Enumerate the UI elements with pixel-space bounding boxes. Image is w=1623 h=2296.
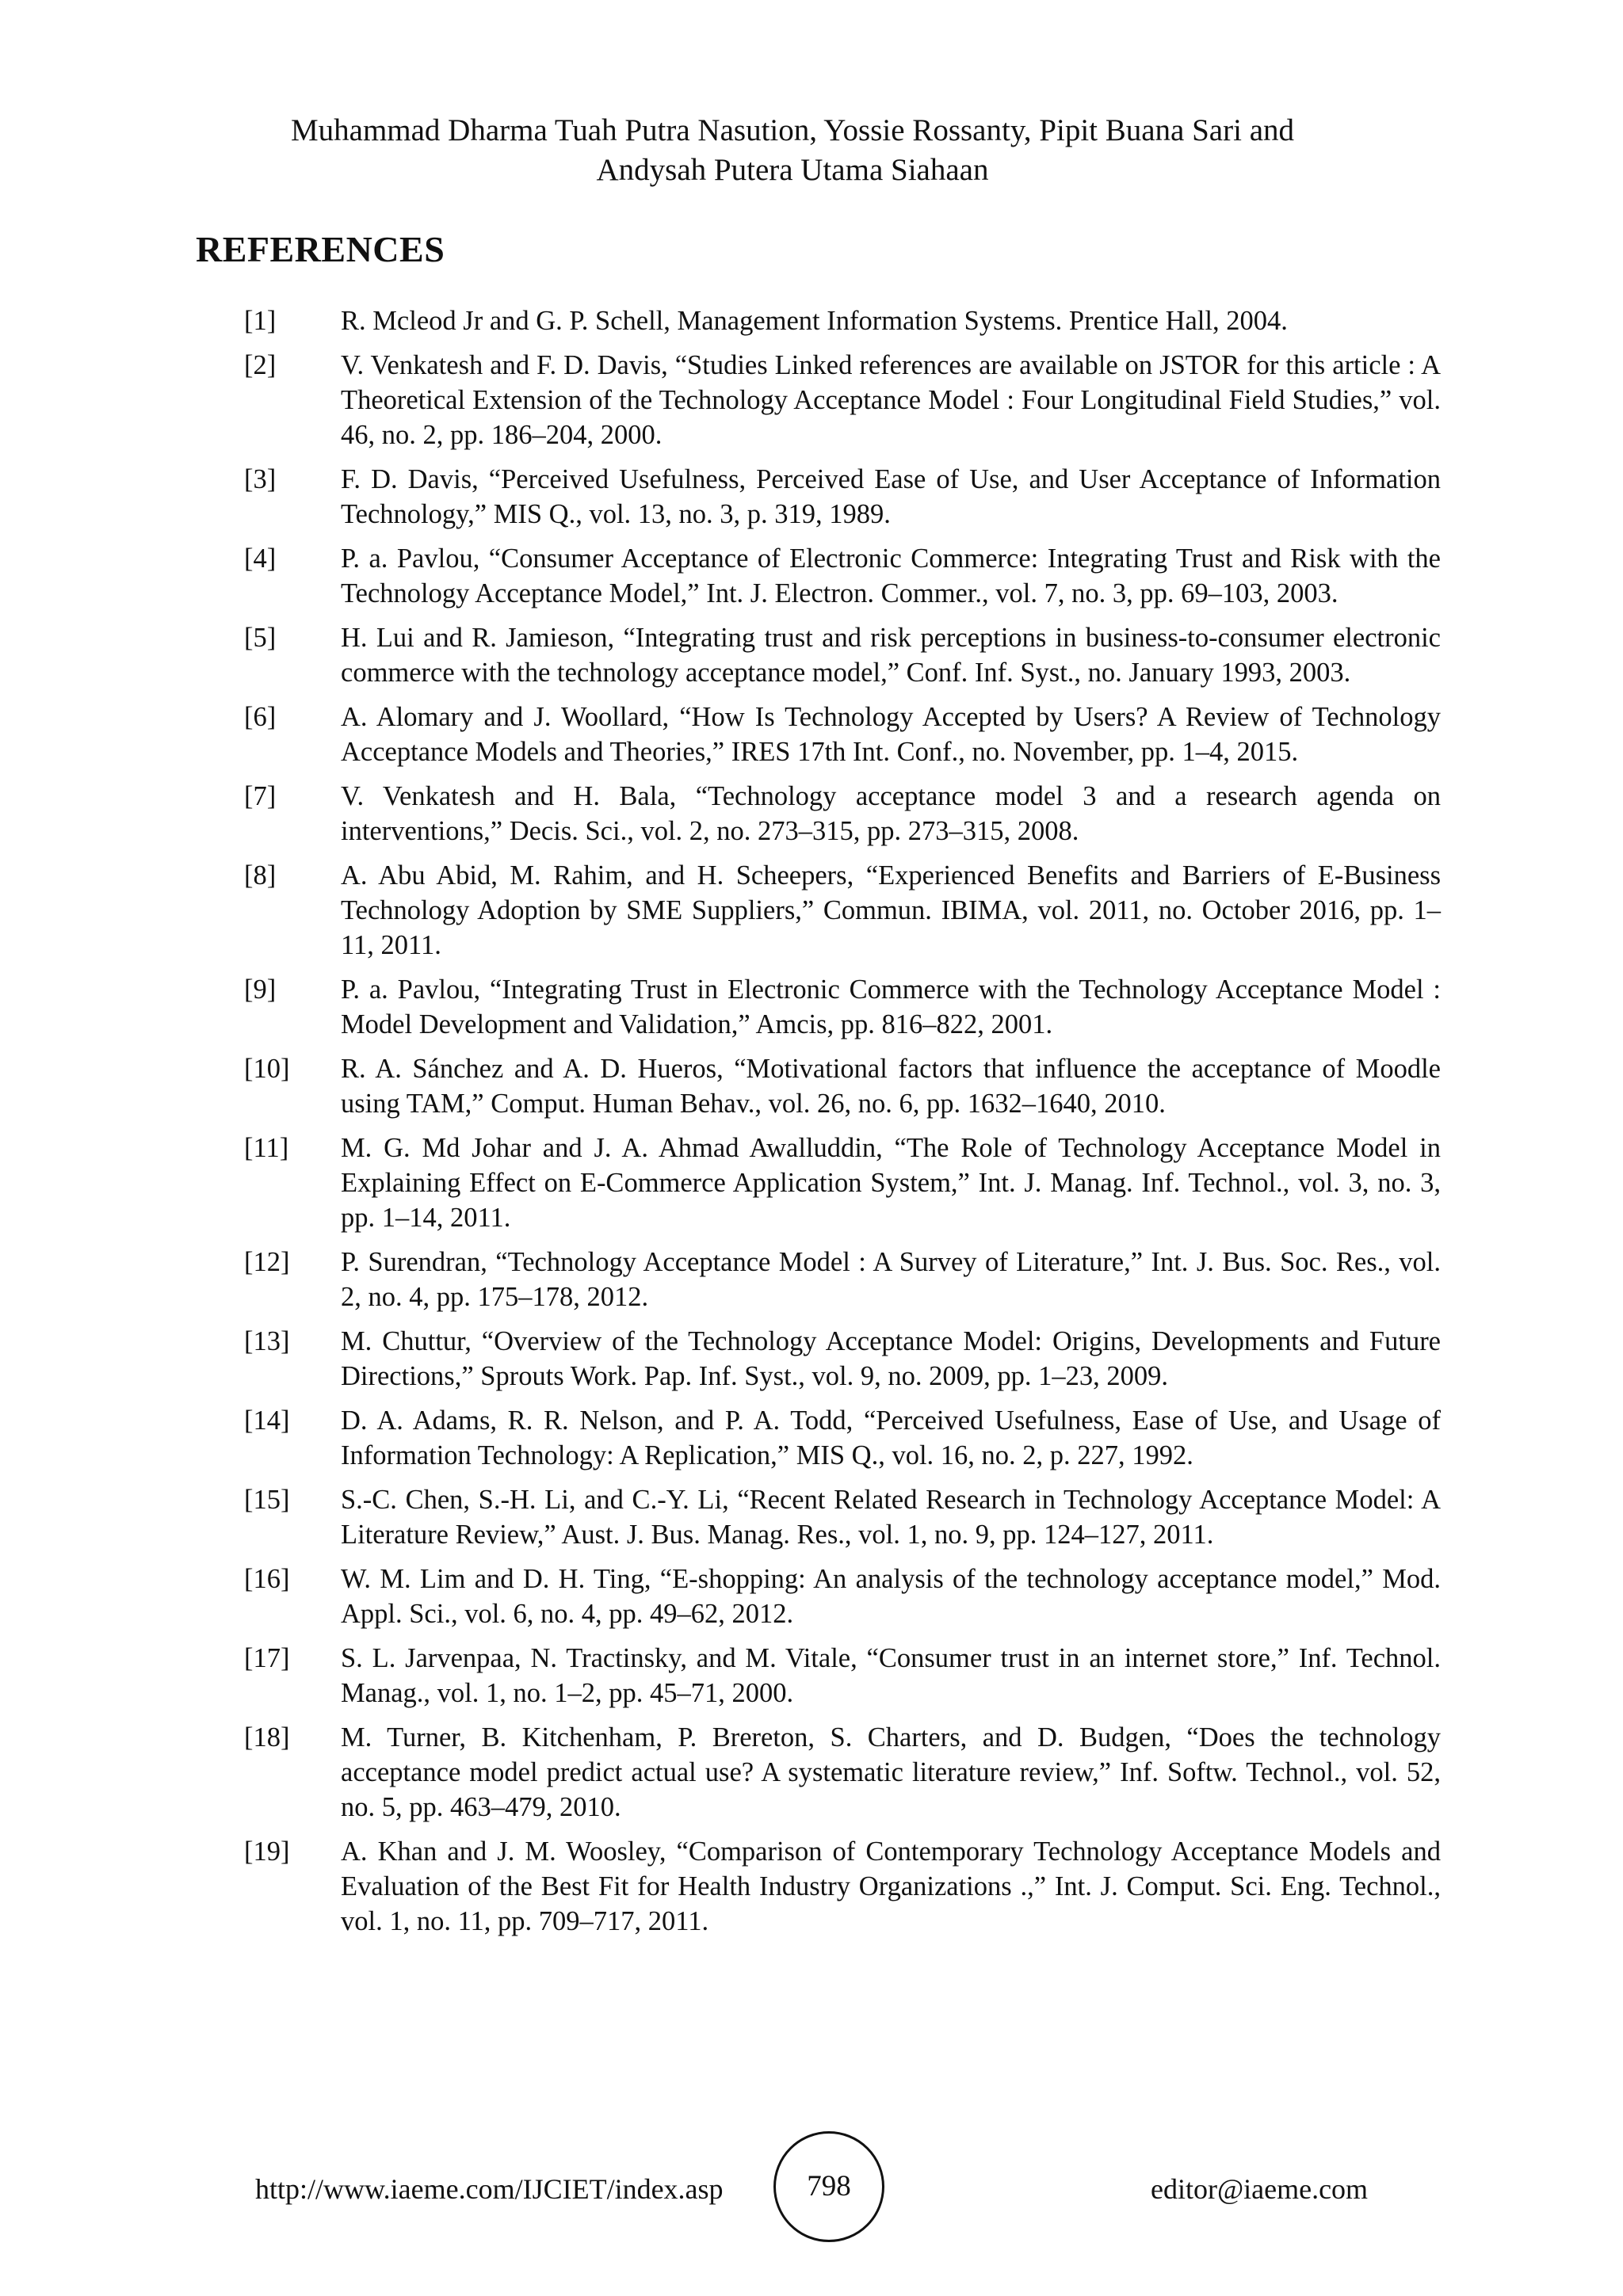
reference-item (244, 620, 1441, 690)
reference-item (244, 858, 1441, 963)
section-title: REFERENCES (196, 229, 445, 269)
header-authors-line-2: Andysah Putera Utama Siahaan (596, 153, 989, 187)
reference-text: M. G. Md Johar and J. A. Ahmad Awalluddin, “The Role of Technology Acceptance Model in Explaining Effect on E-Commerce Application System,” Int. J. Manag. Inf. Technol., vol. 3, no. 3, pp. 1–14, 2011. (341, 1133, 1441, 1233)
reference-text: H. Lui and R. Jamieson, “Integrating trust and risk perceptions in business-to-consumer electronic commerce with the technology acceptance model,” Conf. Inf. Syst., no. January 1993, 2003. (341, 623, 1441, 688)
reference-number: [6] (244, 702, 277, 732)
reference-item (244, 1562, 1441, 1631)
reference-text: P. a. Pavlou, “Consumer Acceptance of Electronic Commerce: Integrating Trust and Risk with the Technology Acceptance Model,” Int. J. Electron. Commer., vol. 7, no. 3, pp. 69–103, 2003. (341, 543, 1441, 608)
page-footer (0, 2131, 1623, 2250)
reference-item (244, 348, 1441, 452)
reference-item (244, 1641, 1441, 1711)
reference-item (244, 779, 1441, 849)
reference-text: F. D. Davis, “Perceived Usefulness, Perceived Ease of Use, and User Acceptance of Information Technology,” MIS Q., vol. 13, no. 3, p. 319, 1989. (341, 464, 1441, 529)
reference-item (244, 1245, 1441, 1314)
running-header (198, 111, 1387, 190)
reference-number: [16] (244, 1564, 290, 1594)
reference-text: M. Chuttur, “Overview of the Technology Acceptance Model: Origins, Developments and Future Directions,” Sprouts Work. Pap. Inf. Syst., vol. 9, no. 2009, pp. 1–23, 2009. (341, 1326, 1441, 1391)
reference-number: [5] (244, 623, 277, 653)
reference-number: [14] (244, 1405, 290, 1436)
reference-text: M. Turner, B. Kitchenham, P. Brereton, S. Charters, and D. Budgen, “Does the technology acceptance model predict actual use? A systematic literature review,” Inf. Softw. Technol., vol. 52, no. 5, pp. 463–479, 2010. (341, 1722, 1441, 1822)
reference-item (244, 303, 1441, 338)
reference-item (244, 1720, 1441, 1825)
reference-number: [12] (244, 1247, 290, 1277)
reference-number: [7] (244, 781, 277, 811)
reference-item (244, 1834, 1441, 1939)
reference-text: W. M. Lim and D. H. Ting, “E-shopping: An analysis of the technology acceptance model,” Mod. Appl. Sci., vol. 6, no. 4, pp. 49–62, 2012. (341, 1564, 1441, 1629)
reference-text: V. Venkatesh and F. D. Davis, “Studies Linked references are available on JSTOR for this article : A Theoretical Extension of the Technology Acceptance Model : Four Longitudinal Field Studies,” vol. 46, no. 2, pp. 186–204, 2000. (341, 350, 1441, 450)
reference-item (244, 1482, 1441, 1552)
reference-text: D. A. Adams, R. R. Nelson, and P. A. Todd, “Perceived Usefulness, Ease of Use, and Usage of Information Technology: A Replication,” MIS Q., vol. 16, no. 2, p. 227, 1992. (341, 1405, 1441, 1470)
reference-number: [4] (244, 543, 277, 574)
reference-text: P. Surendran, “Technology Acceptance Model : A Survey of Literature,” Int. J. Bus. Soc. Res., vol. 2, no. 4, pp. 175–178, 2012. (341, 1247, 1441, 1312)
reference-number: [15] (244, 1485, 290, 1515)
reference-item (244, 1131, 1441, 1235)
reference-item (244, 700, 1441, 769)
reference-number: [19] (244, 1836, 290, 1867)
reference-number: [13] (244, 1326, 290, 1356)
reference-item (244, 1051, 1441, 1121)
header-authors-line-1: Muhammad Dharma Tuah Putra Nasution, Yossie Rossanty, Pipit Buana Sari and (290, 113, 1295, 147)
reference-text: A. Abu Abid, M. Rahim, and H. Scheepers, “Experienced Benefits and Barriers of E-Business Technology Adoption by SME Suppliers,” Commun. IBIMA, vol. 2011, no. October 2016, pp. 1–11, 2011. (341, 860, 1441, 960)
reference-number: [11] (244, 1133, 289, 1163)
reference-text: R. A. Sánchez and A. D. Hueros, “Motivational factors that influence the acceptance of Moodle using TAM,” Comput. Human Behav., vol. 26, no. 6, pp. 1632–1640, 2010. (341, 1054, 1441, 1119)
reference-item (244, 972, 1441, 1042)
footer-url-link[interactable]: http://www.iaeme.com/IJCIET/index.asp (255, 2173, 724, 2205)
reference-number: [18] (244, 1722, 290, 1753)
reference-text: V. Venkatesh and H. Bala, “Technology acceptance model 3 and a research agenda on interventions,” Decis. Sci., vol. 2, no. 273–315, pp. 273–315, 2008. (341, 781, 1441, 846)
reference-item (244, 1324, 1441, 1394)
reference-item (244, 462, 1441, 532)
page-number-circle: 798 (773, 2131, 884, 2242)
reference-number: [2] (244, 350, 277, 380)
reference-number: [9] (244, 974, 277, 1005)
reference-text: A. Khan and J. M. Woosley, “Comparison of Contemporary Technology Acceptance Models and Evaluation of the Best Fit for Health Industry Organizations .,” Int. J. Comput. Sci. Eng. Technol., vol. 1, no. 11, pp. 709–717, 2011. (341, 1836, 1441, 1936)
reference-number: [1] (244, 306, 277, 336)
reference-list (244, 303, 1441, 1948)
reference-item (244, 1403, 1441, 1473)
reference-number: [3] (244, 464, 277, 494)
reference-item (244, 541, 1441, 611)
reference-number: [10] (244, 1054, 290, 1084)
reference-number: [17] (244, 1643, 290, 1673)
reference-text: S. L. Jarvenpaa, N. Tractinsky, and M. Vitale, “Consumer trust in an internet store,” Inf. Technol. Manag., vol. 1, no. 1–2, pp. 45–71, 2000. (341, 1643, 1441, 1708)
reference-number: [8] (244, 860, 277, 891)
reference-text: P. a. Pavlou, “Integrating Trust in Electronic Commerce with the Technology Acceptance Model : Model Development and Validation,” Amcis, pp. 816–822, 2001. (341, 974, 1441, 1039)
reference-text: S.-C. Chen, S.-H. Li, and C.-Y. Li, “Recent Related Research in Technology Acceptance Model: A Literature Review,” Aust. J. Bus. Manag. Res., vol. 1, no. 9, pp. 124–127, 2011. (341, 1485, 1441, 1550)
footer-email-link[interactable]: editor@iaeme.com (1151, 2173, 1369, 2205)
reference-text: R. Mcleod Jr and G. P. Schell, Management Information Systems. Prentice Hall, 2004. (341, 306, 1288, 336)
reference-text: A. Alomary and J. Woollard, “How Is Technology Accepted by Users? A Review of Technology Acceptance Models and Theories,” IRES 17th Int. Conf., no. November, pp. 1–4, 2015. (341, 702, 1441, 767)
